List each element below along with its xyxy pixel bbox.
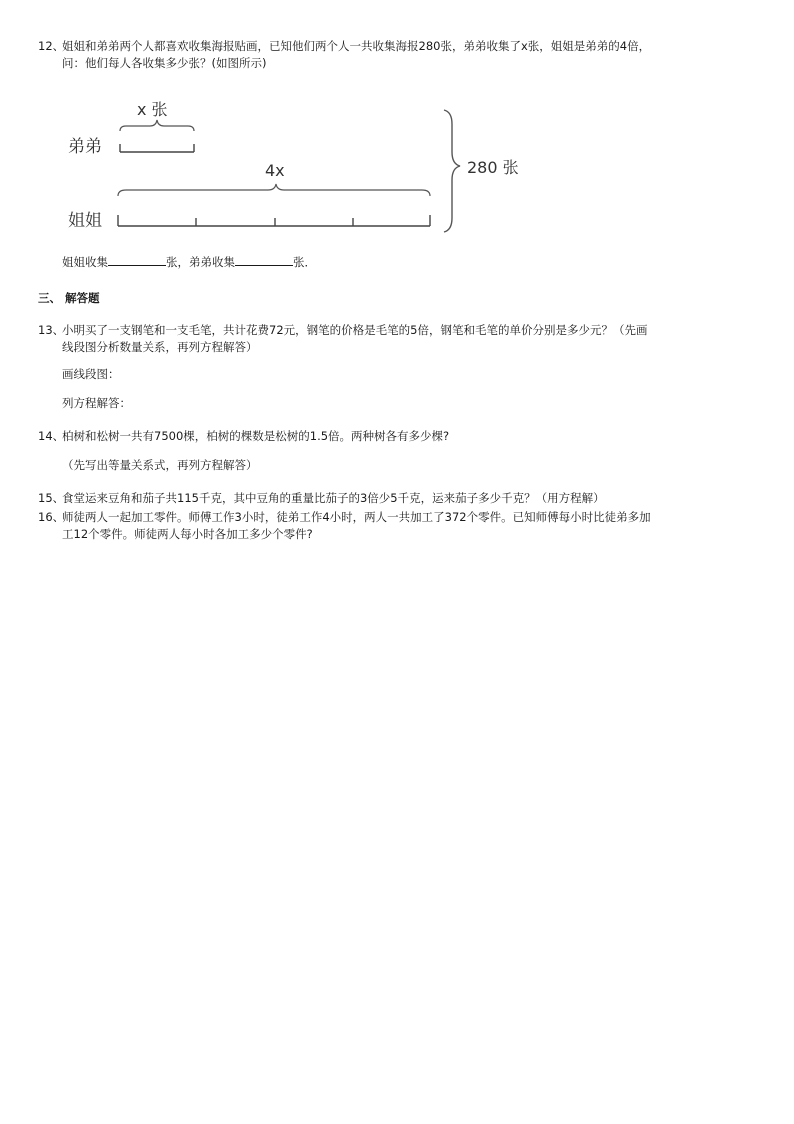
q15-text-line1: 食堂运来豆角和茄子共115千克，其中豆角的重量比茄子的3倍少5千克，运来茄子多少千克？（用方程解） (62, 491, 605, 505)
q13-prompt-equation: 列方程解答： (62, 396, 131, 410)
q13-prompt-diagram: 画线段图： (62, 367, 120, 381)
q12-number: 12、 (38, 39, 65, 53)
answer-prefix: 姐姐收集 (62, 255, 108, 269)
q14-text-line2: （先写出等量关系式，再列方程解答） (62, 458, 258, 472)
diagram-label-sister: 姐姐 (68, 211, 102, 231)
q16-text-line1: 师徒两人一起加工零件。师傅工作3小时，徒弟工作4小时，两人一共加工了372个零件。已知师傅每小时比徒弟多加 (62, 510, 651, 524)
brother-segment (120, 144, 194, 152)
answer-blank-sister[interactable] (108, 254, 166, 266)
q12-line-segment-diagram (0, 90, 794, 250)
answer-mid: 张，弟弟收集 (166, 255, 235, 269)
brother-brace (120, 120, 194, 131)
sister-segment (118, 215, 430, 226)
q13-number: 13、 (38, 323, 65, 337)
q16-text-line2: 工12个零件。师徒两人每小时各加工多少个零件? (62, 527, 313, 541)
q13-text-line1: 小明买了一支钢笔和一支毛笔，共计花费72元，钢笔的价格是毛笔的5倍，钢笔和毛笔的单价分别是多少元？（先画 (62, 323, 648, 337)
q14-text-line1: 柏树和松树一共有7500棵，柏树的棵数是松树的1.5倍。两种树各有多少棵? (62, 429, 450, 443)
section-title: 三、 解答题 (38, 291, 100, 305)
answer-blank-brother[interactable] (235, 254, 293, 266)
q12-answer-line (62, 254, 316, 271)
diagram-label-brother: 弟弟 (68, 137, 102, 157)
diagram-sister-amount: 4x (265, 161, 285, 180)
q13-text-line2: 线段图分析数量关系，再列方程解答） (62, 340, 258, 354)
q15-number: 15、 (38, 491, 65, 505)
sister-brace (118, 184, 430, 196)
q12-text-line1: 姐姐和弟弟两个人都喜欢收集海报贴画，已知他们两个人一共收集海报280张，弟弟收集了x张，姐姐是弟弟的4倍， (62, 39, 651, 53)
diagram-total: 280 张 (467, 158, 519, 177)
diagram-brother-amount: x 张 (137, 100, 168, 119)
q12-text-line2: 问：他们每人各收集多少张？(如图所示) (62, 56, 267, 70)
answer-suffix: 张． (293, 255, 316, 269)
q14-number: 14、 (38, 429, 65, 443)
total-brace (444, 110, 460, 232)
q16-number: 16、 (38, 510, 65, 524)
